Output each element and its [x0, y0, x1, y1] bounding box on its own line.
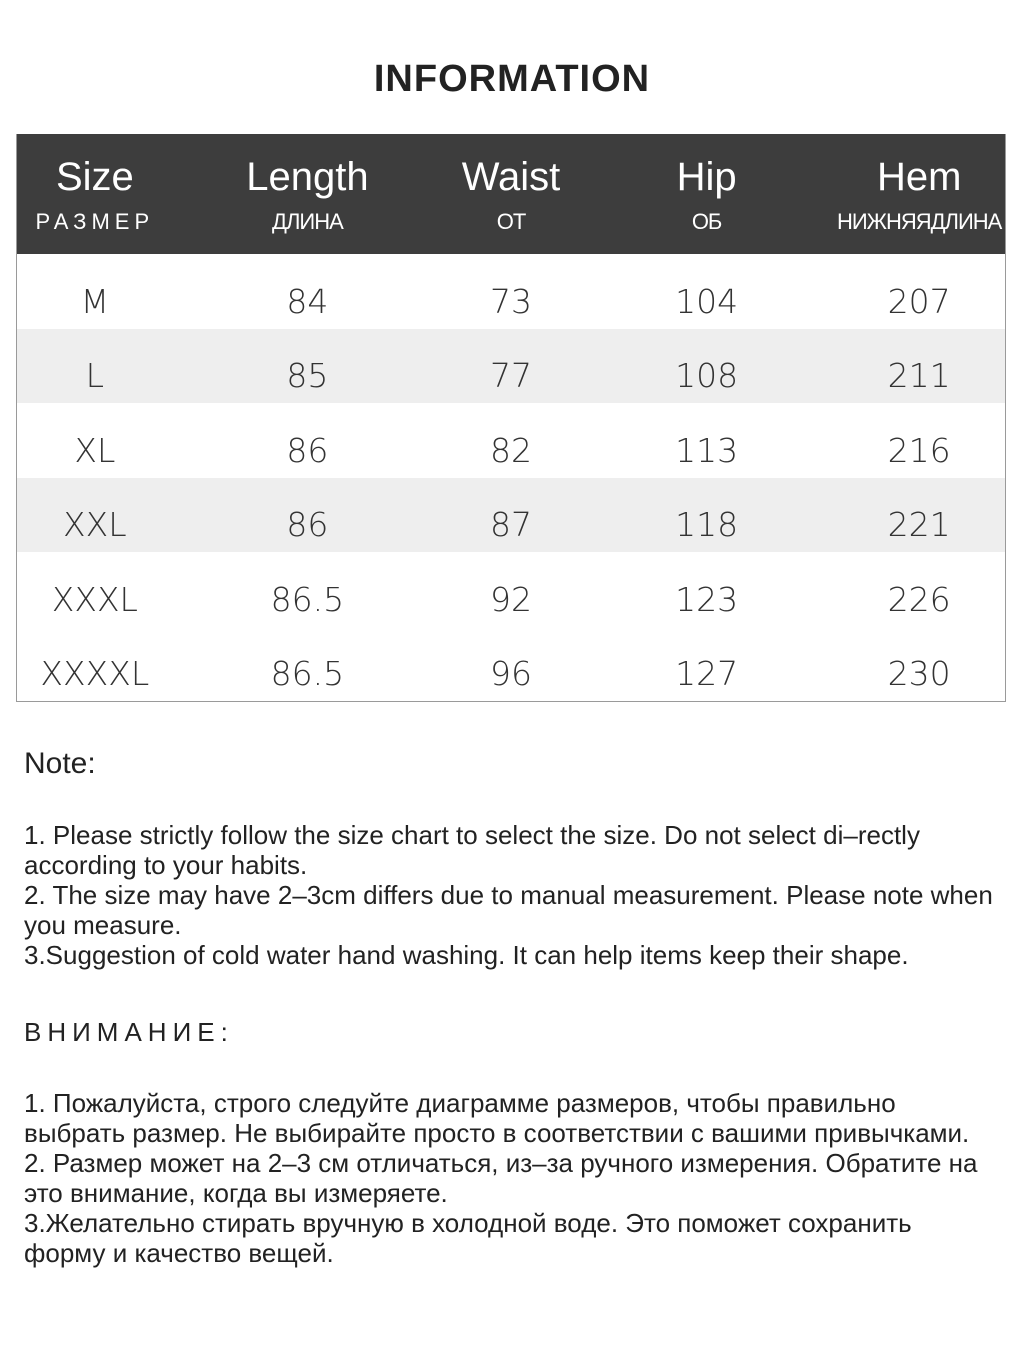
cell-waist: 87	[490, 505, 532, 545]
table-row	[17, 552, 1005, 627]
header-label-ru: НИЖНЯЯДЛИНА	[836, 209, 1002, 234]
cell-waist: 96	[490, 654, 532, 694]
cell-hem: 226	[887, 579, 951, 619]
cell-waist: 77	[490, 356, 532, 396]
header-waist	[442, 134, 580, 254]
note-item: 1. Please strictly follow the size chart to select the size. Do not select di–rectly according to your habits.	[24, 820, 920, 880]
table-header	[17, 134, 1005, 254]
table-row	[17, 403, 1005, 478]
header-hip	[580, 134, 833, 254]
cell-length: 86.5	[270, 654, 345, 694]
notes-section	[24, 744, 994, 1268]
table-body	[17, 254, 1005, 701]
size-chart-table	[16, 134, 1006, 702]
cell-hem: 207	[887, 281, 951, 321]
cell-length: 86	[286, 505, 329, 545]
cell-length: 84	[286, 281, 329, 321]
cell-hem: 221	[887, 505, 951, 545]
header-label-en: Hem	[876, 155, 962, 199]
table-row	[17, 627, 1005, 702]
header-label-ru: ОБ	[691, 209, 722, 234]
note-item: 3.Suggestion of cold water hand washing. It can help items keep their shape.	[24, 940, 909, 970]
header-size	[17, 134, 173, 254]
header-label-en: Size	[55, 155, 134, 199]
note-item-ru: 2. Размер может на 2–3 см отличаться, из–за ручного измерения. Обратите на это внимание, когда вы измеряете.	[24, 1148, 978, 1208]
header-label-ru: ОТ	[496, 209, 526, 234]
note-list	[24, 820, 994, 970]
header-label-en: Waist	[461, 155, 561, 199]
note-list-ru	[24, 1088, 994, 1268]
cell-waist: 82	[490, 430, 532, 470]
cell-length: 86.5	[270, 579, 345, 619]
header-label-ru: РАЗМЕР	[35, 209, 155, 234]
note-title-ru: ВНИМАНИЕ:	[24, 1017, 234, 1047]
note-item-ru: 1. Пожалуйста, строго следуйте диаграмме размеров, чтобы правильно выбрать размер. Не выбирайте просто в соответствии с вашими привычками.	[24, 1088, 970, 1148]
cell-hem: 216	[887, 430, 951, 470]
table-row	[17, 254, 1005, 329]
cell-size: XXXL	[51, 579, 138, 619]
cell-hip: 118	[675, 505, 739, 545]
cell-hip: 108	[675, 356, 739, 396]
cell-size: XXL	[63, 505, 127, 545]
cell-size: L	[85, 356, 105, 396]
cell-hem: 211	[887, 356, 951, 396]
cell-length: 86	[286, 430, 329, 470]
table-row	[17, 478, 1005, 553]
cell-hip: 127	[675, 654, 739, 694]
header-hem	[833, 134, 1005, 254]
note-item-ru: 3.Желательно стирать вручную в холодной воде. Это поможет сохранить форму и качество вещей.	[24, 1208, 912, 1268]
cell-hip: 123	[675, 579, 739, 619]
cell-hem: 230	[887, 654, 951, 694]
cell-waist: 92	[490, 579, 532, 619]
cell-size: XXXXL	[40, 654, 150, 694]
header-label-en: Hip	[676, 155, 737, 199]
cell-size: XL	[74, 430, 116, 470]
cell-hip: 104	[675, 281, 739, 321]
cell-hip: 113	[675, 430, 739, 470]
table-row	[17, 329, 1005, 404]
header-length	[173, 134, 442, 254]
header-label-en: Length	[246, 155, 369, 199]
cell-size: M	[80, 281, 110, 321]
cell-waist: 73	[490, 281, 532, 321]
cell-length: 85	[286, 356, 329, 396]
note-item: 2. The size may have 2–3cm differs due to manual measurement. Please note when you measure.	[24, 880, 993, 940]
note-title: Note:	[24, 747, 96, 780]
header-label-ru: ДЛИНА	[272, 209, 343, 234]
page-title: INFORMATION	[373, 58, 651, 100]
